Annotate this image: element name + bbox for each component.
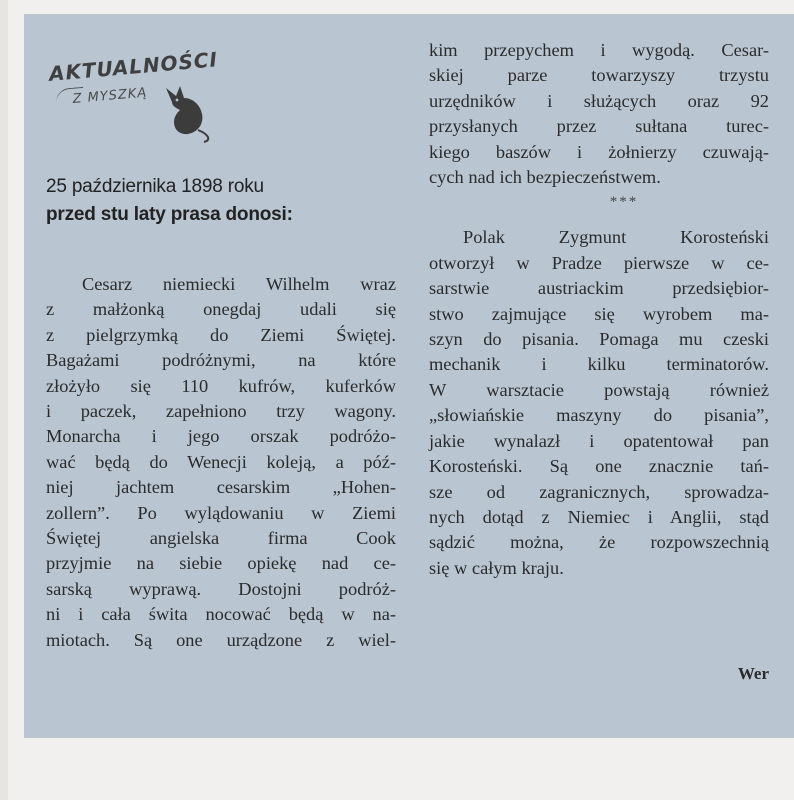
text-line: jakie wynalazł i opatentował pan: [429, 430, 769, 451]
text-line: złożyło się 110 kufrów, kuferków: [46, 375, 396, 396]
mouse-icon: [158, 82, 216, 144]
spacer: [429, 215, 769, 225]
text-line: sarską wyprawą. Dostojni podróż-: [46, 578, 396, 599]
text-line: Cesarz niemiecki Wilhelm wraz: [82, 274, 396, 294]
text-line: z pielgrzymką do Ziemi Świętej.: [46, 324, 396, 345]
text-line: przyjmie na siebie opiekę nad ce-: [46, 553, 396, 574]
text-line: wać będą do Wenecji koleją, a póź-: [46, 451, 396, 472]
text-line: nych dotąd z Niemiec i Anglii, stąd: [429, 506, 769, 527]
column-logo: [34, 48, 224, 138]
text-line: skiej parze towarzyszy trzystu: [429, 65, 769, 86]
text-line: sądzić można, że rozpowszechnią: [429, 532, 769, 553]
text-line: Korosteński. Są one znacznie tań-: [429, 456, 769, 477]
text-line: i paczek, zapełniono trzy wagony.: [46, 401, 396, 422]
text-line: przysłanych przez sułtana turec-: [429, 116, 769, 137]
text-line: W warsztacie powstają również: [429, 379, 769, 400]
text-line: Polak Zygmunt Korosteński: [463, 227, 769, 248]
text-line: Świętej angielska firma Cook: [46, 528, 396, 549]
text-line: kim przepychem i wygodą. Cesar-: [429, 40, 769, 60]
article-date: 25 października 1898 roku: [46, 176, 264, 197]
article-panel: [24, 14, 794, 738]
text-line: sze od zagranicznych, sprowadza-: [429, 481, 769, 502]
text-line: kiego baszów i żołnierzy czuwają-: [429, 141, 769, 162]
text-line: Bagażami podróżnymi, na które: [46, 350, 396, 371]
logo-title: AKTUALNOŚCI: [48, 47, 219, 86]
text-line: się w całym kraju.: [429, 557, 564, 578]
left-body-text: [46, 272, 396, 653]
logo-subtitle: Z MYSZKĄ: [72, 85, 148, 107]
right-body-text-2: [429, 225, 769, 581]
author-signature: Wer: [737, 664, 769, 683]
text-line: cych nad ich bezpieczeństwem.: [429, 167, 661, 188]
text-line: urzędników i służących oraz 92: [429, 90, 769, 111]
text-line: otworzył w Pradze pierwsze w ce-: [429, 252, 769, 273]
article-headline: przed stu laty prasa donosi:: [46, 204, 293, 225]
right-body-text-1: [429, 38, 769, 190]
text-line: szyn do pisania. Pomaga mu czeski: [429, 329, 769, 350]
page-edge: [0, 0, 8, 800]
right-column: [429, 38, 769, 683]
text-line: stwo zajmujące się wyrobem ma-: [429, 303, 769, 324]
text-line: ni i cała świta nocować będą w na-: [46, 604, 396, 625]
text-line: z małżonką onegdaj udali się: [46, 299, 396, 320]
text-line: Monarcha i jego orszak podróżo-: [46, 426, 396, 447]
text-line: zollern”. Po wylądowaniu w Ziemi: [46, 502, 396, 523]
text-line: niej jachtem cesarskim „Hohen-: [46, 477, 396, 498]
text-line: „słowiańskie maszyny do pisania”,: [429, 405, 769, 426]
text-line: sarstwie austriackim przedsiębior-: [429, 278, 769, 299]
text-line: mechanik i kilku terminatorów.: [429, 354, 769, 375]
text-line: miotach. Są one urządzone z wiel-: [46, 629, 396, 650]
section-separator: ***: [609, 194, 639, 211]
